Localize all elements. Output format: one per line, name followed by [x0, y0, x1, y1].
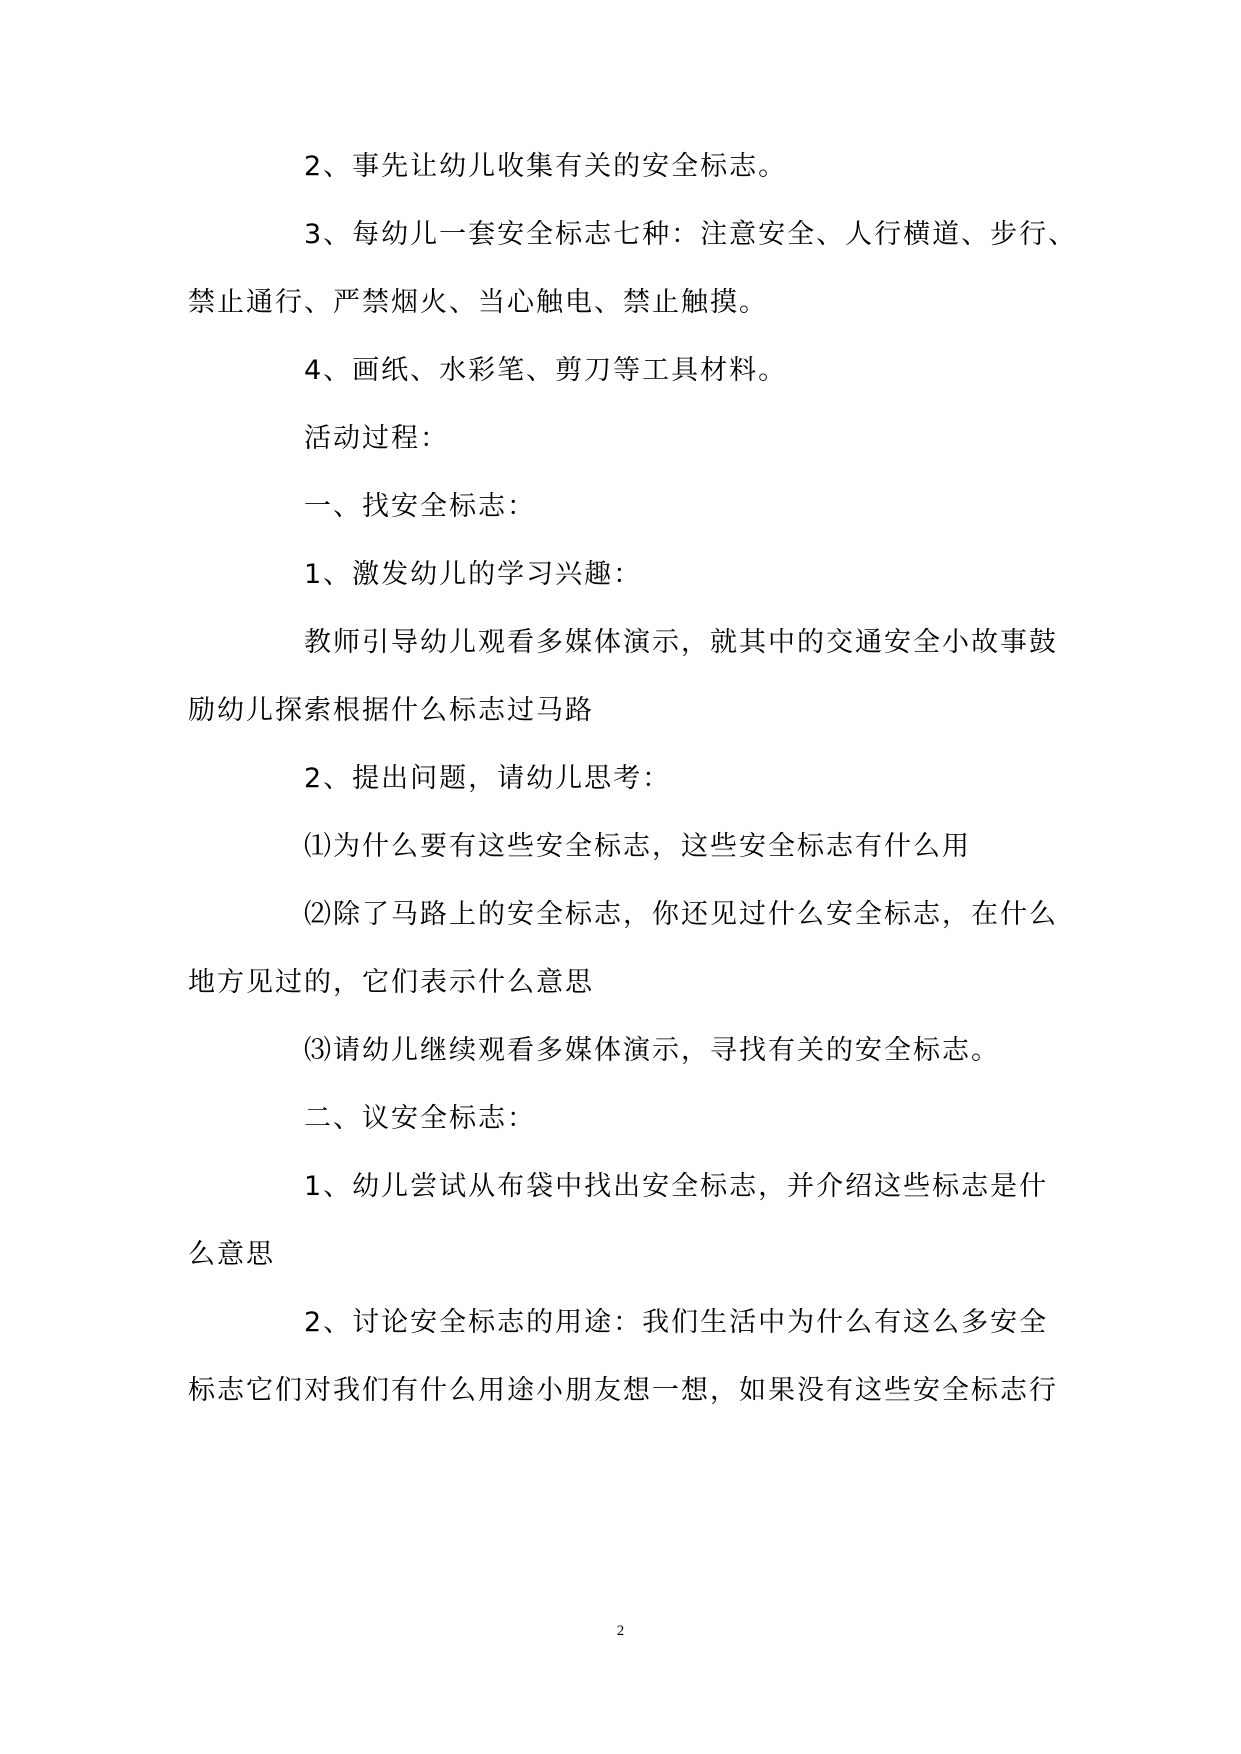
text-line: 3、每幼儿一套安全标志七种：注意安全、人行横道、步行、: [304, 219, 1078, 250]
text-line: 2、讨论安全标志的用途：我们生活中为什么有这么多安全: [304, 1307, 1049, 1338]
section-heading: 二、议安全标志：: [304, 1103, 536, 1134]
text-line: ⑵除了马路上的安全标志，你还见过什么安全标志，在什么: [304, 899, 1058, 930]
text-line: 1、激发幼儿的学习兴趣：: [304, 559, 643, 590]
text-line: 1、幼儿尝试从布袋中找出安全标志，并介绍这些标志是什: [304, 1171, 1049, 1202]
section-heading: 活动过程：: [304, 423, 449, 454]
text-line: 禁止通行、严禁烟火、当心触电、禁止触摸。: [188, 287, 768, 318]
section-heading: 一、找安全标志：: [304, 491, 536, 522]
text-line: ⑴为什么要有这些安全标志，这些安全标志有什么用: [304, 831, 971, 862]
text-line: ⑶请幼儿继续观看多媒体演示，寻找有关的安全标志。: [304, 1035, 1000, 1066]
text-line: 励幼儿探索根据什么标志过马路: [188, 695, 594, 726]
text-line: 2、事先让幼儿收集有关的安全标志。: [304, 151, 788, 182]
text-line: 教师引导幼儿观看多媒体演示，就其中的交通安全小故事鼓: [304, 627, 1058, 658]
text-line: 标志它们对我们有什么用途小朋友想一想，如果没有这些安全标志行: [188, 1375, 1058, 1406]
text-line: 么意思: [188, 1239, 275, 1270]
text-line: 地方见过的，它们表示什么意思: [188, 967, 594, 998]
text-line: 4、画纸、水彩笔、剪刀等工具材料。: [304, 355, 788, 386]
page-number: 2: [616, 1623, 625, 1639]
text-line: 2、提出问题，请幼儿思考：: [304, 763, 672, 794]
